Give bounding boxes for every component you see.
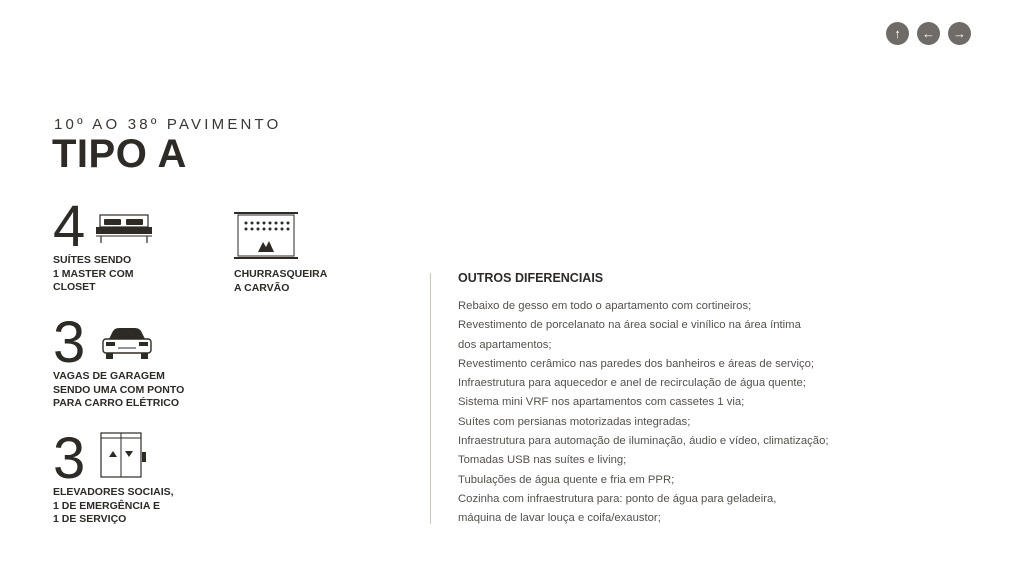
arrow-right-icon: → [953,26,966,41]
list-item: Rebaixo de gesso em todo o apartamento com cortineiros; [458,300,752,312]
list-item: Suítes com persianas motorizadas integradas; [458,415,691,428]
list-item: Sistema mini VRF nos apartamentos com cassetes 1 via; [458,396,745,409]
grill-icon [234,212,298,260]
elevadores-count: 3 [53,426,86,491]
arrow-up-icon: ↑ [894,26,901,41]
list-item: Infraestrutura para automação de iluminação, áudio e vídeo, climatização; [458,435,829,448]
list-item: máquina de lavar louça e coifa/exaustor; [458,512,661,525]
floor-range-subtitle: 10º AO 38º PAVIMENTO [54,116,282,133]
next-button[interactable] [948,22,971,45]
list-item: Revestimento cerâmico nas paredes dos banheiros e áreas de serviço; [458,357,815,370]
slide-navigation [886,22,971,45]
list-item: Tomadas USB nas suítes e living; [458,454,627,467]
feature-churrasqueira [234,210,364,300]
list-item: Infraestrutura para aquecedor e anel de recirculação de água quente; [458,377,806,390]
list-item: Revestimento de porcelanato na área social e vinílico na área íntima [458,319,801,332]
section-divider [430,273,431,524]
suites-count: 4 [53,194,86,259]
elevator-icon [99,432,147,478]
car-icon [101,327,153,361]
feature-elevadores [53,426,223,530]
elevadores-label: ELEVADORES SOCIAIS, 1 DE EMERGÊNCIA E 1 DE SERVIÇO [53,486,174,525]
arrow-left-icon: ← [922,26,935,41]
suites-label: SUÍTES SENDO 1 MASTER COM CLOSET [53,254,134,293]
vagas-label: VAGAS DE GARAGEM SENDO UMA COM PONTO PARA CARRO ELÉTRICO [53,370,185,409]
outros-diferenciais-title: OUTROS DIFERENCIAIS [458,271,604,285]
feature-suites [53,194,223,298]
previous-button[interactable] [917,22,940,45]
vagas-count: 3 [53,310,86,375]
page-title: TIPO A [52,132,187,176]
feature-vagas [53,310,223,414]
list-item: Cozinha com infraestrutura para: ponto de água para geladeira, [458,492,777,505]
list-item: Tubulações de água quente e fria em PPR; [458,473,675,486]
up-arrow-button[interactable] [886,22,909,45]
outros-diferenciais-list [458,297,838,529]
bed-icon [95,214,153,244]
list-item: dos apartamentos; [458,338,552,351]
churrasqueira-label: CHURRASQUEIRA A CARVÃO [234,268,328,294]
